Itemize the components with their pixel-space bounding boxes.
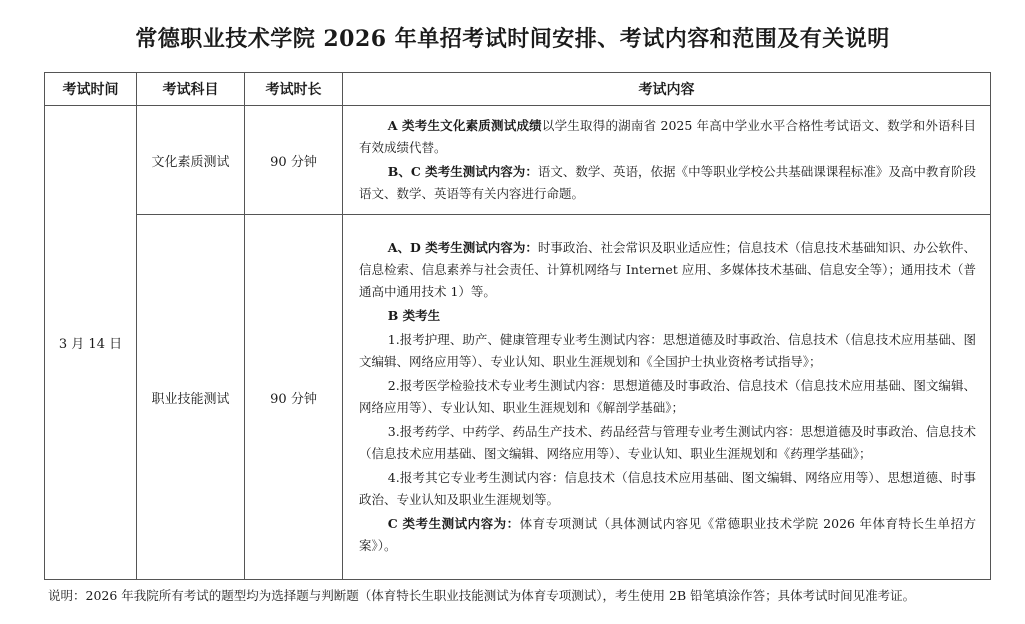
paragraph-text: 体育专项测试（具体测试内容见《常德职业技术学院 2026 年体育特长生单招方案》）。 — [359, 516, 976, 553]
duration-cell: 90 分钟 — [245, 215, 343, 580]
exam-date-cell: 3 月 14 日 — [45, 106, 137, 580]
paragraph-text: 1.报考护理、助产、健康管理专业考生测试内容：思想道德及时事政治、信息技术（信息技术应用基础、图文编辑、网络应用等）、专业认知、职业生涯规划和《全国护士执业资格考试指导》； — [359, 332, 976, 369]
paragraph-text: 4.报考其它专业考生测试内容：信息技术（信息技术应用基础、图文编辑、网络应用等）、思想道德、时事政治、专业认知及职业生涯规划等。 — [359, 470, 976, 507]
header-exam-content: 考试内容 — [343, 73, 991, 106]
content-cell — [343, 215, 991, 580]
paragraph-lead: C 类考生测试内容为： — [387, 516, 520, 531]
paragraph-lead: A 类考生文化素质测试成绩 — [387, 118, 542, 133]
paragraph-text: 以学生取得的湖南省 2025 年高中学业水平合格性考试语文、数学和外语科目有效成绩代替。 — [359, 118, 976, 155]
table-header-row — [45, 73, 991, 106]
content-paragraph — [359, 115, 976, 159]
content-paragraph — [359, 161, 976, 205]
table-row — [45, 106, 991, 215]
paragraph-lead: B 类考生 — [387, 308, 441, 323]
subject-cell: 职业技能测试 — [137, 215, 245, 580]
table-row — [45, 215, 991, 580]
content-paragraph — [359, 375, 976, 419]
header-exam-duration: 考试时长 — [245, 73, 343, 106]
content-paragraph — [359, 305, 976, 327]
content-paragraph — [359, 467, 976, 511]
exam-schedule-table — [44, 72, 991, 580]
duration-cell: 90 分钟 — [245, 106, 343, 215]
subject-cell: 文化素质测试 — [137, 106, 245, 215]
paragraph-text: 2.报考医学检验技术专业考生测试内容：思想道德及时事政治、信息技术（信息技术应用基础、图文编辑、网络应用等）、专业认知、职业生涯规划和《解剖学基础》； — [359, 378, 976, 415]
paragraph-text: 3.报考药学、中药学、药品生产技术、药品经营与管理专业考生测试内容：思想道德及时事政治、信息技术（信息技术应用基础、图文编辑、网络应用等）、专业认知、职业生涯规划和《药理学基础》； — [359, 424, 976, 461]
footnote: 说明：2026 年我院所有考试的题型均为选择题与判断题（体育特长生职业技能测试为体育专项测试），考生使用 2B 铅笔填涂作答；具体考试时间见准考证。 — [48, 588, 916, 603]
header-exam-subject: 考试科目 — [137, 73, 245, 106]
paragraph-text: 语文、数学、英语，依据《中等职业学校公共基础课课程标准》及高中教育阶段语文、数学、英语等有关内容进行命题。 — [359, 164, 976, 201]
paragraph-text: 时事政治、社会常识及职业适应性；信息技术（信息技术基础知识、办公软件、信息检索、信息素养与社会责任、计算机网络与 Internet 应用、多媒体技术基础、信息安全等）；通用技术（普通高中通用技术 1）等。 — [359, 240, 977, 299]
header-exam-time: 考试时间 — [45, 73, 137, 106]
paragraph-lead: B、C 类考生测试内容为： — [387, 164, 538, 179]
paragraph-lead: A、D 类考生测试内容为： — [387, 240, 538, 255]
content-paragraph — [359, 237, 976, 303]
content-paragraph — [359, 329, 976, 373]
content-paragraph — [359, 513, 976, 557]
page-title: 常德职业技术学院 2026 年单招考试时间安排、考试内容和范围及有关说明 — [135, 26, 890, 52]
content-paragraph — [359, 421, 976, 465]
content-cell — [343, 106, 991, 215]
